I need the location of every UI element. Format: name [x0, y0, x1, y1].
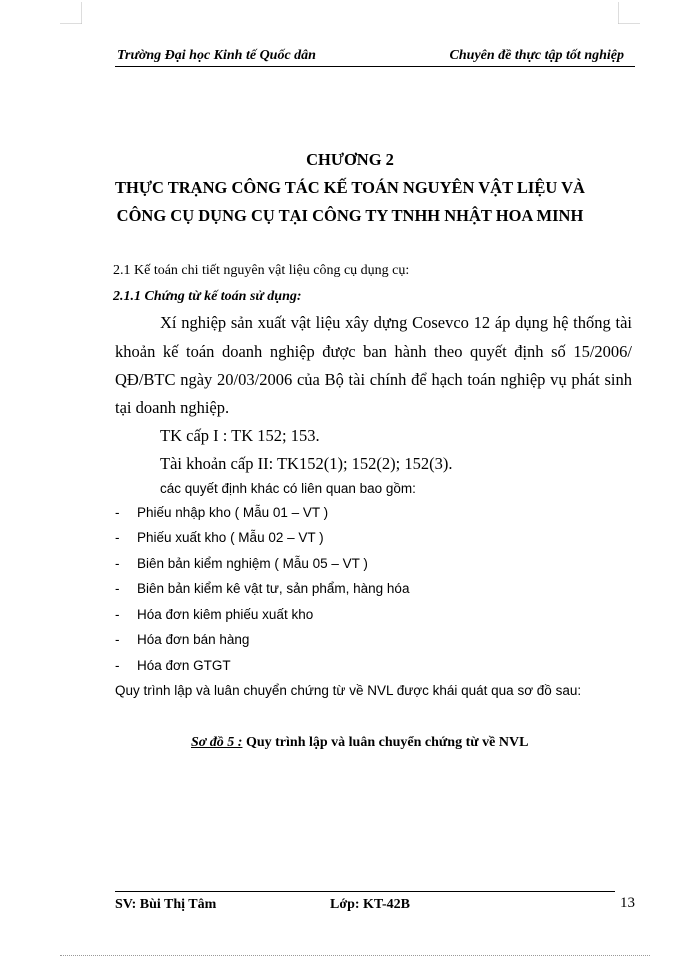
- list-bullet: -: [115, 530, 120, 545]
- page-number: 13: [620, 895, 635, 911]
- list-bullet: -: [115, 556, 120, 571]
- list-bullet: -: [115, 658, 120, 673]
- list-item: Biên bản kiểm nghiệm ( Mẫu 05 – VT ): [137, 556, 368, 571]
- list-item: Phiếu nhập kho ( Mẫu 01 – VT ): [137, 505, 329, 520]
- corner-mark-top-right: [618, 2, 640, 24]
- list-item: Biên bản kiểm kê vật tư, sản phẩm, hàng hóa: [137, 581, 410, 596]
- list-bullet: -: [115, 581, 120, 596]
- list-bullet: -: [115, 505, 120, 520]
- chapter-title-line2: CÔNG CỤ DỤNG CỤ TẠI CÔNG TY TNHH NHẬT HOA MINH: [116, 206, 584, 225]
- list-intro: các quyết định khác có liên quan bao gồm:: [160, 481, 416, 496]
- footer-rule: [115, 891, 615, 892]
- footer-class: Lớp: KT-42B: [330, 897, 410, 912]
- header-university: Trường Đại học Kinh tế Quốc dân: [117, 48, 316, 63]
- list-item: Hóa đơn kiêm phiếu xuất kho: [137, 607, 314, 622]
- list-bullet: -: [115, 632, 120, 647]
- paragraph-line1: Xí nghiệp sản xuất vật liệu xây dựng Cosevco 12 áp dụng hệ thống tài: [160, 313, 632, 332]
- accounts-level2: Tài khoản cấp II: TK152(1); 152(2); 152(3).: [160, 454, 453, 473]
- chapter-title-line1: THỰC TRẠNG CÔNG TÁC KẾ TOÁN NGUYÊN VẬT LIỆU VÀ: [115, 178, 585, 197]
- list-item: Hóa đơn GTGT: [137, 658, 231, 673]
- footer-student: SV: Bùi Thị Tâm: [115, 897, 217, 912]
- header-rule: [115, 66, 635, 67]
- diagram-caption-title: Quy trình lập và luân chuyển chứng từ về NVL: [242, 735, 529, 750]
- section-heading-2-1: 2.1 Kế toán chi tiết nguyên vật liệu công cụ dụng cụ:: [113, 263, 410, 278]
- corner-mark-top-left: [60, 2, 82, 24]
- diagram-caption: [191, 735, 528, 751]
- list-item: Hóa đơn bán hàng: [137, 632, 250, 647]
- paragraph-line3: QĐ/BTC ngày 20/03/2006 của Bộ tài chính để hạch toán nghiệp vụ phát sinh: [115, 370, 632, 389]
- section-heading-2-1-1: 2.1.1 Chứng từ kế toán sử dụng:: [113, 289, 302, 304]
- diagram-caption-label: Sơ đồ 5 :: [191, 735, 243, 750]
- paragraph-line4: tại doanh nghiệp.: [115, 398, 230, 417]
- accounts-level1: TK cấp I : TK 152; 153.: [160, 426, 320, 445]
- bottom-dotted-border: [60, 955, 650, 956]
- process-description: Quy trình lập và luân chuyển chứng từ về NVL được khái quát qua sơ đồ sau:: [115, 683, 582, 698]
- chapter-number: CHƯƠNG 2: [306, 150, 394, 169]
- list-item: Phiếu xuất kho ( Mẫu 02 – VT ): [137, 530, 324, 545]
- header-report-type: Chuyên đề thực tập tốt nghiệp: [449, 48, 624, 63]
- paragraph-line2: khoản kế toán doanh nghiệp được ban hành theo quyết định số 15/2006/: [115, 342, 632, 361]
- list-bullet: -: [115, 607, 120, 622]
